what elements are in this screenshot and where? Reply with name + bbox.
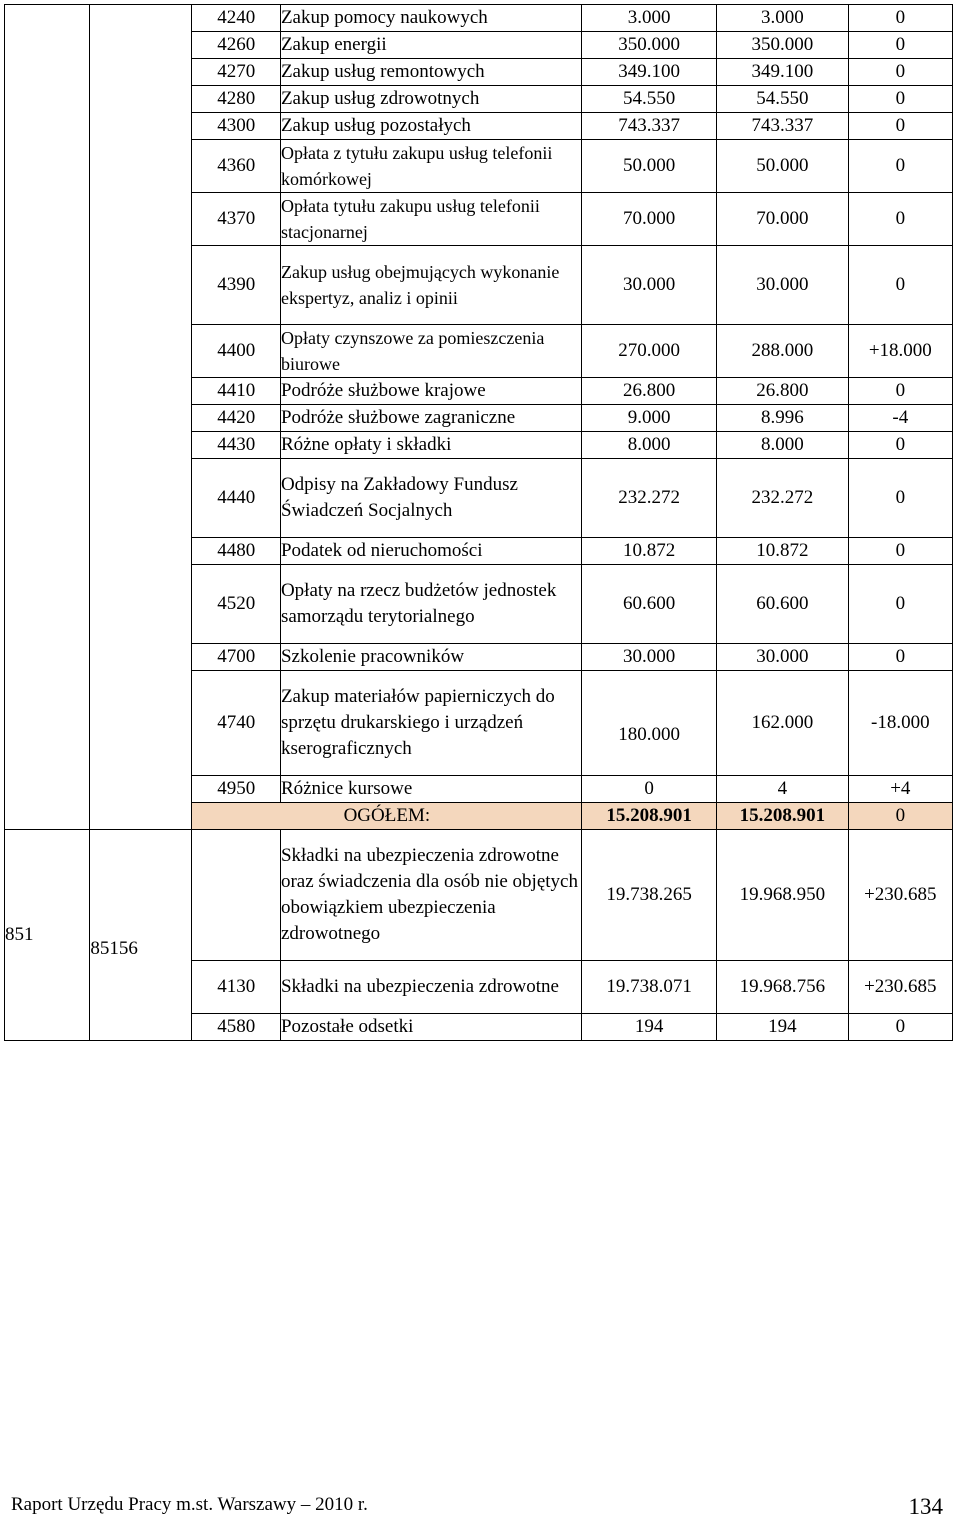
plan-value: 19.738.071 (582, 961, 717, 1014)
paragraph-description: Opłaty czynszowe za pomieszczenia biurowe (280, 325, 581, 378)
paragraph-code: 4480 (192, 538, 280, 565)
after-change-value: 54.550 (717, 86, 849, 113)
paragraph-code: 4240 (192, 5, 280, 32)
plan-value: 0 (582, 776, 717, 803)
after-change-value: 19.968.756 (717, 961, 849, 1014)
after-change-value: 350.000 (717, 32, 849, 59)
total-after-change-value: 15.208.901 (717, 803, 849, 830)
after-change-value: 10.872 (717, 538, 849, 565)
plan-value: 50.000 (582, 140, 717, 193)
paragraph-code-empty (192, 830, 280, 961)
plan-value: 30.000 (582, 246, 717, 325)
after-change-value: 60.600 (717, 565, 849, 644)
after-change-value: 743.337 (717, 113, 849, 140)
paragraph-code: 4520 (192, 565, 280, 644)
plan-value: 349.100 (582, 59, 717, 86)
plan-value: 270.000 (582, 325, 717, 378)
paragraph-description: Odpisy na Zakładowy Fundusz Świadczeń Socjalnych (280, 459, 581, 538)
plan-value: 26.800 (582, 378, 717, 405)
plan-value: 10.872 (582, 538, 717, 565)
difference-value: +230.685 (848, 961, 952, 1014)
difference-value: -4 (848, 405, 952, 432)
plan-value: 232.272 (582, 459, 717, 538)
page-number: 134 (908, 1494, 943, 1519)
budget-table (4, 4, 953, 1041)
footer-report-title: Raport Urzędu Pracy m.st. Warszawy – 2010 r. (11, 1494, 368, 1515)
total-plan-value: 15.208.901 (582, 803, 717, 830)
after-change-value: 3.000 (717, 5, 849, 32)
paragraph-code: 4740 (192, 671, 280, 776)
paragraph-code: 4370 (192, 193, 280, 246)
paragraph-code: 4260 (192, 32, 280, 59)
difference-value: 0 (848, 459, 952, 538)
difference-value: 0 (848, 5, 952, 32)
paragraph-code: 4130 (192, 961, 280, 1014)
plan-value: 60.600 (582, 565, 717, 644)
after-change-value: 70.000 (717, 193, 849, 246)
dzial-code: 851 (5, 830, 90, 1041)
after-change-value: 50.000 (717, 140, 849, 193)
paragraph-description: Różne opłaty i składki (280, 432, 581, 459)
plan-value: 3.000 (582, 5, 717, 32)
paragraph-code: 4580 (192, 1014, 280, 1041)
difference-value: +18.000 (848, 325, 952, 378)
paragraph-description: Zakup usług obejmujących wykonanie ekspertyz, analiz i opinii (280, 246, 581, 325)
plan-value: 180.000 (582, 671, 717, 776)
after-change-value: 349.100 (717, 59, 849, 86)
table-row (5, 5, 953, 32)
paragraph-description: Zakup energii (280, 32, 581, 59)
paragraph-code: 4440 (192, 459, 280, 538)
paragraph-code: 4420 (192, 405, 280, 432)
paragraph-description: Składki na ubezpieczenia zdrowotne (280, 961, 581, 1014)
after-change-value: 288.000 (717, 325, 849, 378)
paragraph-description: Zakup usług remontowych (280, 59, 581, 86)
difference-value: +4 (848, 776, 952, 803)
difference-value: 0 (848, 59, 952, 86)
rozdzial-cell-empty (90, 5, 192, 830)
difference-value: 0 (848, 565, 952, 644)
paragraph-description: Podróże służbowe zagraniczne (280, 405, 581, 432)
difference-value: 0 (848, 193, 952, 246)
plan-value: 30.000 (582, 644, 717, 671)
after-change-value: 30.000 (717, 644, 849, 671)
difference-value: 0 (848, 32, 952, 59)
paragraph-description: Podatek od nieruchomości (280, 538, 581, 565)
paragraph-description: Opłaty na rzecz budżetów jednostek samorządu terytorialnego (280, 565, 581, 644)
plan-value: 70.000 (582, 193, 717, 246)
paragraph-code: 4400 (192, 325, 280, 378)
after-change-value: 4 (717, 776, 849, 803)
after-change-value: 232.272 (717, 459, 849, 538)
plan-value: 194 (582, 1014, 717, 1041)
after-change-value: 162.000 (717, 671, 849, 776)
table-row (5, 830, 953, 961)
plan-value: 54.550 (582, 86, 717, 113)
after-change-value: 19.968.950 (717, 830, 849, 961)
difference-value: 0 (848, 1014, 952, 1041)
paragraph-code: 4300 (192, 113, 280, 140)
paragraph-description: Opłata z tytułu zakupu usług telefonii komórkowej (280, 140, 581, 193)
dzial-cell-empty (5, 5, 90, 830)
paragraph-code: 4390 (192, 246, 280, 325)
paragraph-code: 4430 (192, 432, 280, 459)
difference-value: -18.000 (848, 671, 952, 776)
paragraph-description: Zakup usług pozostałych (280, 113, 581, 140)
difference-value: 0 (848, 432, 952, 459)
difference-value: 0 (848, 644, 952, 671)
paragraph-description: Szkolenie pracowników (280, 644, 581, 671)
paragraph-description: Podróże służbowe krajowe (280, 378, 581, 405)
paragraph-description: Zakup pomocy naukowych (280, 5, 581, 32)
difference-value: 0 (848, 140, 952, 193)
paragraph-description: Pozostałe odsetki (280, 1014, 581, 1041)
after-change-value: 8.996 (717, 405, 849, 432)
paragraph-code: 4410 (192, 378, 280, 405)
plan-value: 8.000 (582, 432, 717, 459)
paragraph-code: 4360 (192, 140, 280, 193)
difference-value: 0 (848, 246, 952, 325)
paragraph-description: Różnice kursowe (280, 776, 581, 803)
paragraph-code: 4280 (192, 86, 280, 113)
paragraph-description: Zakup materiałów papierniczych do sprzętu drukarskiego i urządzeń kserograficznych (280, 671, 581, 776)
plan-value: 19.738.265 (582, 830, 717, 961)
total-difference-value: 0 (848, 803, 952, 830)
section-description: Składki na ubezpieczenia zdrowotne oraz świadczenia dla osób nie objętych obowiązkiem ubezpieczenia zdrowotnego (280, 830, 581, 961)
difference-value: 0 (848, 86, 952, 113)
paragraph-description: Zakup usług zdrowotnych (280, 86, 581, 113)
plan-value: 9.000 (582, 405, 717, 432)
total-label: OGÓŁEM: (192, 803, 582, 830)
rozdzial-code: 85156 (90, 830, 192, 1041)
after-change-value: 30.000 (717, 246, 849, 325)
after-change-value: 194 (717, 1014, 849, 1041)
paragraph-code: 4270 (192, 59, 280, 86)
plan-value: 350.000 (582, 32, 717, 59)
difference-value: 0 (848, 113, 952, 140)
difference-value: +230.685 (848, 830, 952, 961)
after-change-value: 26.800 (717, 378, 849, 405)
plan-value: 743.337 (582, 113, 717, 140)
paragraph-description: Opłata tytułu zakupu usług telefonii stacjonarnej (280, 193, 581, 246)
after-change-value: 8.000 (717, 432, 849, 459)
paragraph-code: 4700 (192, 644, 280, 671)
difference-value: 0 (848, 378, 952, 405)
paragraph-code: 4950 (192, 776, 280, 803)
difference-value: 0 (848, 538, 952, 565)
